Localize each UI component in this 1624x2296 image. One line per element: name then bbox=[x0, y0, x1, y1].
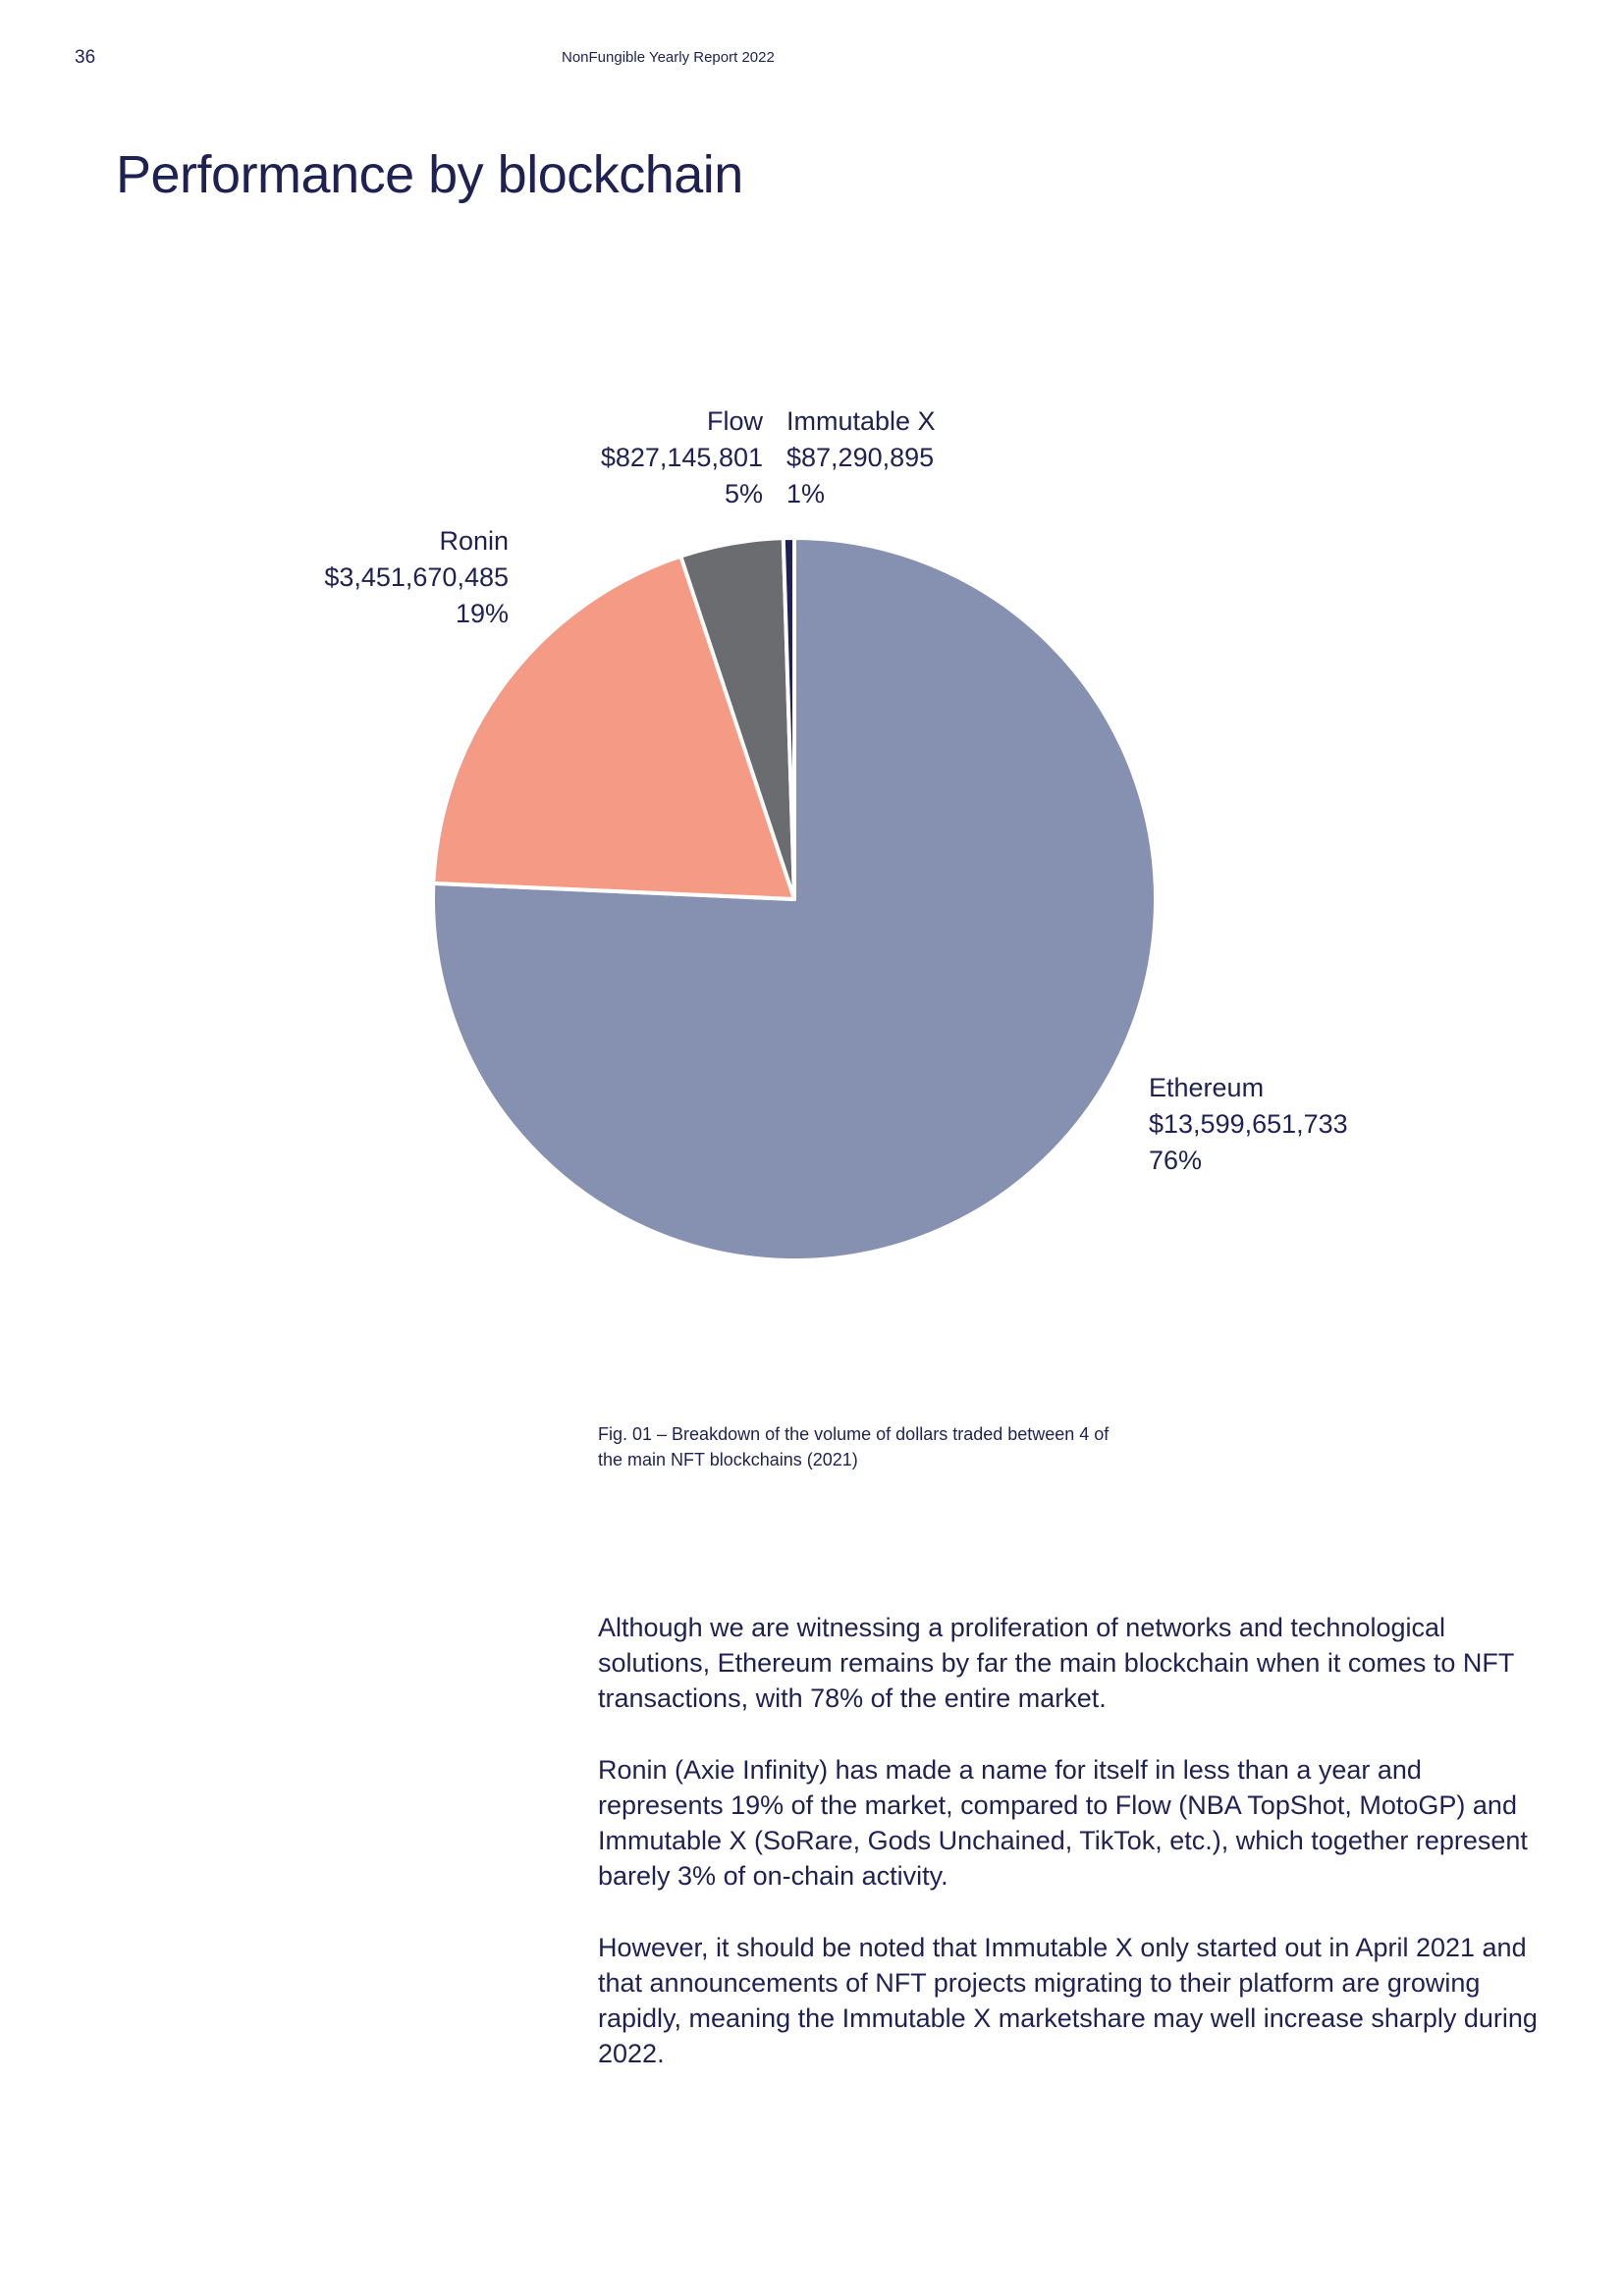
label-immutable-x-percent: 1% bbox=[786, 479, 826, 508]
label-immutable-x-name: Immutable X bbox=[786, 406, 936, 436]
caption-line-2: the main NFT blockchains (2021) bbox=[598, 1450, 858, 1469]
label-immutable-x-value: $87,290,895 bbox=[786, 443, 935, 472]
body-text bbox=[598, 1610, 1541, 2108]
label-ethereum bbox=[1149, 1070, 1348, 1179]
label-ronin-percent: 19% bbox=[455, 599, 509, 628]
label-flow-name: Flow bbox=[706, 406, 763, 436]
label-ronin-name: Ronin bbox=[439, 526, 509, 556]
paragraph-3: However, it should be noted that Immutable X only started out in April 2021 and that announcements of NFT projects migrating to their platform are growing rapidly, meaning the Immutable X marketshare may well increase sharply during 2022. bbox=[598, 1933, 1538, 2068]
label-flow-value: $827,145,801 bbox=[600, 443, 763, 472]
label-immutable-x bbox=[786, 403, 936, 512]
label-ethereum-name: Ethereum bbox=[1149, 1073, 1265, 1102]
running-header: NonFungible Yearly Report 2022 bbox=[562, 49, 775, 66]
label-ethereum-percent: 76% bbox=[1149, 1146, 1203, 1175]
paragraph-2: Ronin (Axie Infinity) has made a name for itself in less than a year and represents 19% of the market, compared to Flow (NBA TopShot, MotoGP) and Immutable X (SoRare, Gods Unchained, TikTok, etc.), which together represent barely 3% of on-chain activity. bbox=[598, 1755, 1528, 1891]
caption-line-1: Fig. 01 – Breakdown of the volume of dollars traded between 4 of bbox=[598, 1424, 1110, 1444]
figure-caption bbox=[598, 1421, 1207, 1472]
label-ethereum-value: $13,599,651,733 bbox=[1149, 1109, 1348, 1139]
page-number: 36 bbox=[75, 47, 96, 68]
label-ronin bbox=[324, 523, 509, 632]
paragraph-1: Although we are witnessing a proliferation of networks and technological solutions, Ethereum remains by far the main blockchain when it comes to NFT transactions, with 78% of the entire market. bbox=[598, 1613, 1514, 1713]
label-ronin-value: $3,451,670,485 bbox=[324, 562, 509, 592]
label-flow bbox=[601, 403, 763, 512]
page-title: Performance by blockchain bbox=[116, 145, 743, 204]
label-flow-percent: 5% bbox=[724, 479, 763, 508]
